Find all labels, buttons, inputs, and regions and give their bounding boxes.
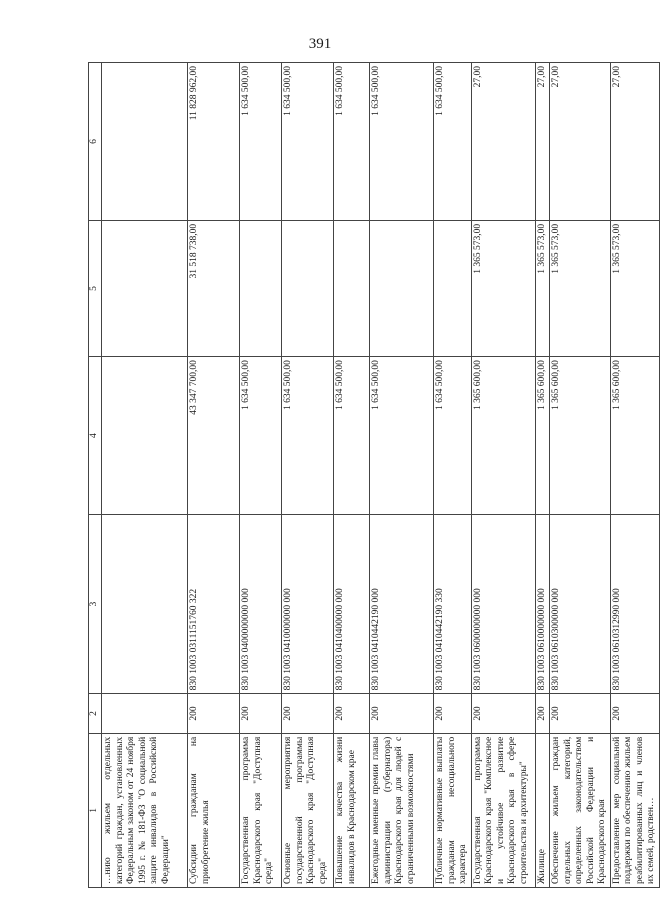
row-amount-federal (334, 220, 370, 356)
row-classification: 830 1003 0610000000 000 (535, 514, 550, 693)
row-amount-regional: 1 634 500,00 (370, 63, 434, 221)
table-row (188, 63, 240, 888)
row-classification: 830 1003 0400000000 000 (240, 514, 282, 693)
row-code: 200 (550, 694, 611, 733)
row-amount-regional: 27,00 (550, 63, 611, 221)
column-header: 4 (89, 357, 102, 515)
row-description: Государственная программа Краснодарского края "Комплексное и устойчивое развитие Краснодарского края в сфере строительства и архитектуры" (471, 733, 535, 887)
row-amount-total: 1 365 600,00 (550, 357, 611, 515)
row-amount-federal: 31 518 738,00 (188, 220, 240, 356)
row-code (102, 694, 188, 733)
row-amount-total: 1 634 500,00 (282, 357, 334, 515)
row-description: Предоставление мер социальной поддержки по обеспечению жильем реабилитированных лиц и членов их семей, родствен… (610, 733, 659, 887)
table-row (535, 63, 550, 888)
row-amount-regional: 1 634 500,00 (434, 63, 472, 221)
row-code: 200 (370, 694, 434, 733)
row-code: 200 (535, 694, 550, 733)
row-classification: 830 1003 0610312990 000 (610, 514, 659, 693)
row-description: Публичные нормативные выплаты гражданам несоциального характера (434, 733, 472, 887)
row-amount-regional: 1 634 500,00 (282, 63, 334, 221)
row-classification: 830 1003 0410442190 330 (434, 514, 472, 693)
column-header: 3 (89, 514, 102, 693)
row-code: 200 (434, 694, 472, 733)
row-description: Основные мероприятия государственной программы Краснодарского края "Доступная среда" (282, 733, 334, 887)
row-classification: 830 1003 0311151760 322 (188, 514, 240, 693)
row-amount-federal: 1 365 573,00 (471, 220, 535, 356)
row-amount-total: 1 634 500,00 (370, 357, 434, 515)
row-classification: 830 1003 0410000000 000 (282, 514, 334, 693)
column-header: 2 (89, 694, 102, 733)
table-row (282, 63, 334, 888)
rotated-table-container (88, 62, 656, 888)
row-amount-federal: 1 365 573,00 (610, 220, 659, 356)
row-amount-total: 43 347 700,00 (188, 357, 240, 515)
row-amount-regional: 27,00 (610, 63, 659, 221)
row-description: Государственная программа Краснодарского края "Доступная среда" (240, 733, 282, 887)
row-amount-total: 1 365 600,00 (610, 357, 659, 515)
row-description: Повышение качества жизни инвалидов в Краснодарском крае (334, 733, 370, 887)
table-row (240, 63, 282, 888)
table-row (370, 63, 434, 888)
row-code: 200 (610, 694, 659, 733)
row-classification: 830 1003 0610300000 000 (550, 514, 611, 693)
row-classification (102, 514, 188, 693)
row-amount-regional: 1 634 500,00 (334, 63, 370, 221)
row-classification: 830 1003 0600000000 000 (471, 514, 535, 693)
table-row (434, 63, 472, 888)
row-amount-total: 1 634 500,00 (434, 357, 472, 515)
row-code: 200 (282, 694, 334, 733)
table-row (550, 63, 611, 888)
row-amount-regional: 27,00 (471, 63, 535, 221)
row-classification: 830 1003 0410442190 000 (370, 514, 434, 693)
row-code: 200 (240, 694, 282, 733)
row-amount-regional: 27,00 (535, 63, 550, 221)
row-amount-federal: 1 365 573,00 (550, 220, 611, 356)
row-amount-federal (434, 220, 472, 356)
row-code: 200 (188, 694, 240, 733)
row-amount-regional: 11 828 962,00 (188, 63, 240, 221)
column-header: 5 (89, 220, 102, 356)
column-header: 6 (89, 63, 102, 221)
header-row (89, 63, 102, 888)
row-code: 200 (334, 694, 370, 733)
row-classification: 830 1003 0410400000 000 (334, 514, 370, 693)
row-amount-regional: 1 634 500,00 (240, 63, 282, 221)
row-description: Субсидии гражданам на приобретение жилья (188, 733, 240, 887)
row-description: Обеспечение жильем граждан отдельных категорий, определенных законодательством Российской Федерации и Краснодарского края (550, 733, 611, 887)
table-row (471, 63, 535, 888)
table-row (610, 63, 659, 888)
table-row (102, 63, 188, 888)
table-row (334, 63, 370, 888)
row-description: …нию жильем отдельных категорий граждан, установленных Федеральным законом от 24 ноября 1995 г. № 181-ФЗ "О социальной защите инвалидов в Российской Федерации" (102, 733, 188, 887)
budget-table (88, 62, 660, 888)
row-amount-federal (240, 220, 282, 356)
row-amount-federal: 1 365 573,00 (535, 220, 550, 356)
row-amount-federal (102, 220, 188, 356)
row-amount-regional (102, 63, 188, 221)
row-code: 200 (471, 694, 535, 733)
row-amount-total (102, 357, 188, 515)
row-description: Ежегодные именные премии главы администрации (губернатора) Краснодарского края для людей с ограниченными возможностями (370, 733, 434, 887)
row-amount-total: 1 634 500,00 (240, 357, 282, 515)
row-amount-federal (282, 220, 334, 356)
row-amount-federal (370, 220, 434, 356)
column-header: 1 (89, 733, 102, 887)
row-amount-total: 1 365 600,00 (535, 357, 550, 515)
row-description: Жилище (535, 733, 550, 887)
row-amount-total: 1 365 600,00 (471, 357, 535, 515)
page-number: 391 (308, 36, 332, 52)
row-amount-total: 1 634 500,00 (334, 357, 370, 515)
